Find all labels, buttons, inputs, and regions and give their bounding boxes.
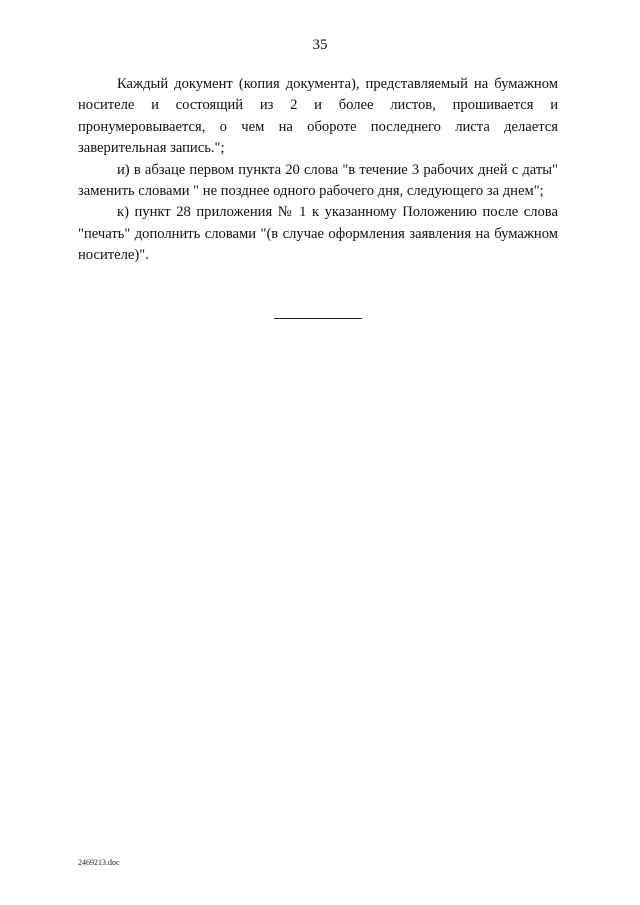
- paragraph-item-k: к) пункт 28 приложения № 1 к указанному Положению после слова "печать" дополнить словами "(в случае оформления заявления на бумажном носителе)".: [78, 204, 558, 264]
- paragraph-submission-rule: Каждый документ (копия документа), представляемый на бумажном носителе и состоящий из 2 и более листов, прошивается и пронумеровывается, о чем на обороте последнего листа делается заверительная запись.";: [78, 76, 558, 157]
- document-body: [78, 74, 558, 267]
- page-number: 35: [312, 37, 328, 53]
- end-separator-line: [274, 318, 362, 319]
- paragraph-item-i: и) в абзаце первом пункта 20 слова "в течение 3 рабочих дней с даты" заменить словами " не позднее одного рабочего дня, следующего за днем";: [78, 161, 558, 200]
- footer-document-code: 2469213.doc: [78, 858, 120, 867]
